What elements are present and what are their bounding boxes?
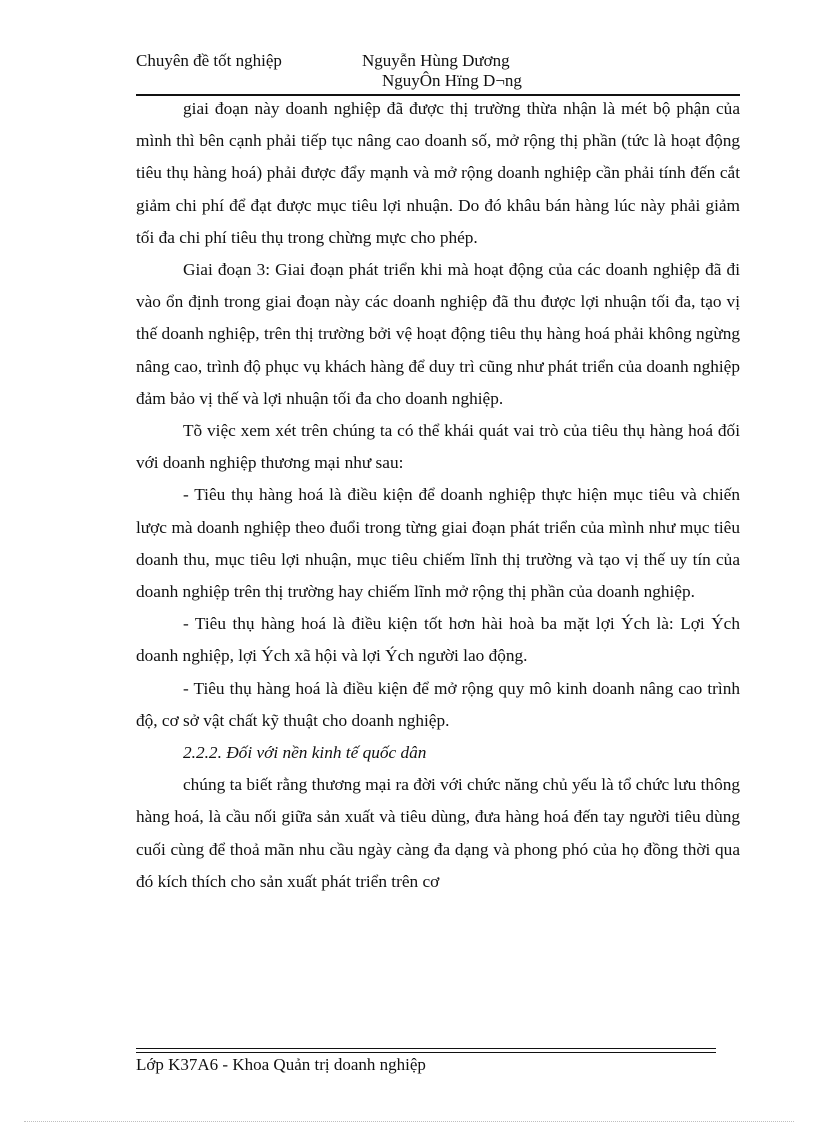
section-heading: 2.2.2. Đối với nền kinh tế quốc dân	[183, 743, 427, 763]
document-body	[136, 93, 740, 898]
page-footer: Lớp K37A6 - Khoa Quản trị doanh nghiệp	[136, 1055, 426, 1074]
paragraph-bullet-goals: - Tiêu thụ hàng hoá là điều kiện để doanh nghiệp thực hiện mục tiêu và chiến lược mà doanh nghiệp theo đuổi trong từng giai đoạn phát triển của mình như mục tiêu doanh thu, mục tiêu lợi nhuận, mục tiêu chiếm lĩnh thị trường và tạo vị thế uy tín của doanh nghiệp trên thị trường hay chiếm lĩnh mở rộng thị phần của doanh nghiệp.	[136, 485, 740, 602]
paragraph-summary-intro: Tõ việc xem xét trên chúng ta có thể khái quát vai trò của tiêu thụ hàng hoá đối với doanh nghiệp thương mại như sau:	[136, 421, 740, 473]
page-header	[136, 49, 744, 93]
paragraph-bullet-harmony: - Tiêu thụ hàng hoá là điều kiện tốt hơn hài hoà ba mặt lợi Ých là: Lợi Ých doanh nghiệp, lợi Ých xã hội và lợi Ých người lao động.	[136, 614, 740, 666]
paragraph-stage2-continuation: giai đoạn này doanh nghiệp đã được thị trường thừa nhận là mét bộ phận của mình thì bên cạnh phải tiếp tục nâng cao doanh số, mở rộng thị phần (tức là hoạt động tiêu thụ hàng hoá) phải được đẩy mạnh và mở rộng doanh nghiệp cần phải tính đến cắt giảm chi phí để đạt được mục tiêu lợi nhuận. Do đó khâu bán hàng lúc này phải giảm tối đa chi phí tiêu thụ trong chừng mực cho phép.	[136, 99, 740, 247]
author-name-garbled: NguyÔn Hïng D¬ng	[382, 71, 522, 90]
paragraph-national-economy: chúng ta biết rằng thương mại ra đời với chức năng chủ yếu là tổ chức lưu thông hàng hoá, là cầu nối giữa sản xuất và tiêu dùng, đưa hàng hoá đến tay người tiêu dùng cuối cùng để thoả mãn nhu cầu ngày càng đa dạng và phong phó của họ đồng thời qua đó kích thích cho sản xuất phát triển trên cơ	[136, 775, 740, 891]
footer-divider	[136, 1048, 716, 1053]
paragraph-stage3: Giai đoạn 3: Giai đoạn phát triển khi mà hoạt động của các doanh nghiệp đã đi vào ổn định trong giai đoạn này các doanh nghiệp đã thu được lợi nhuận tối đa, tạo vị thế doanh nghiệp, trên thị trường bởi vệ hoạt động tiêu thụ hàng hoá phải không ngừng nâng cao, trình độ phục vụ khách hàng để duy trì cũng như phát triển của doanh nghiệp đảm bảo vị thế và lợi nhuận tối đa cho doanh nghiệp.	[136, 260, 740, 408]
author-name: Nguyễn Hùng Dương	[362, 51, 510, 70]
document-type-label: Chuyên đề tốt nghiệp	[136, 51, 282, 70]
paragraph-bullet-scale: - Tiêu thụ hàng hoá là điều kiện để mở rộng quy mô kinh doanh nâng cao trình độ, cơ sở vật chất kỹ thuật cho doanh nghiệp.	[136, 678, 740, 730]
page-boundary	[24, 1121, 794, 1122]
